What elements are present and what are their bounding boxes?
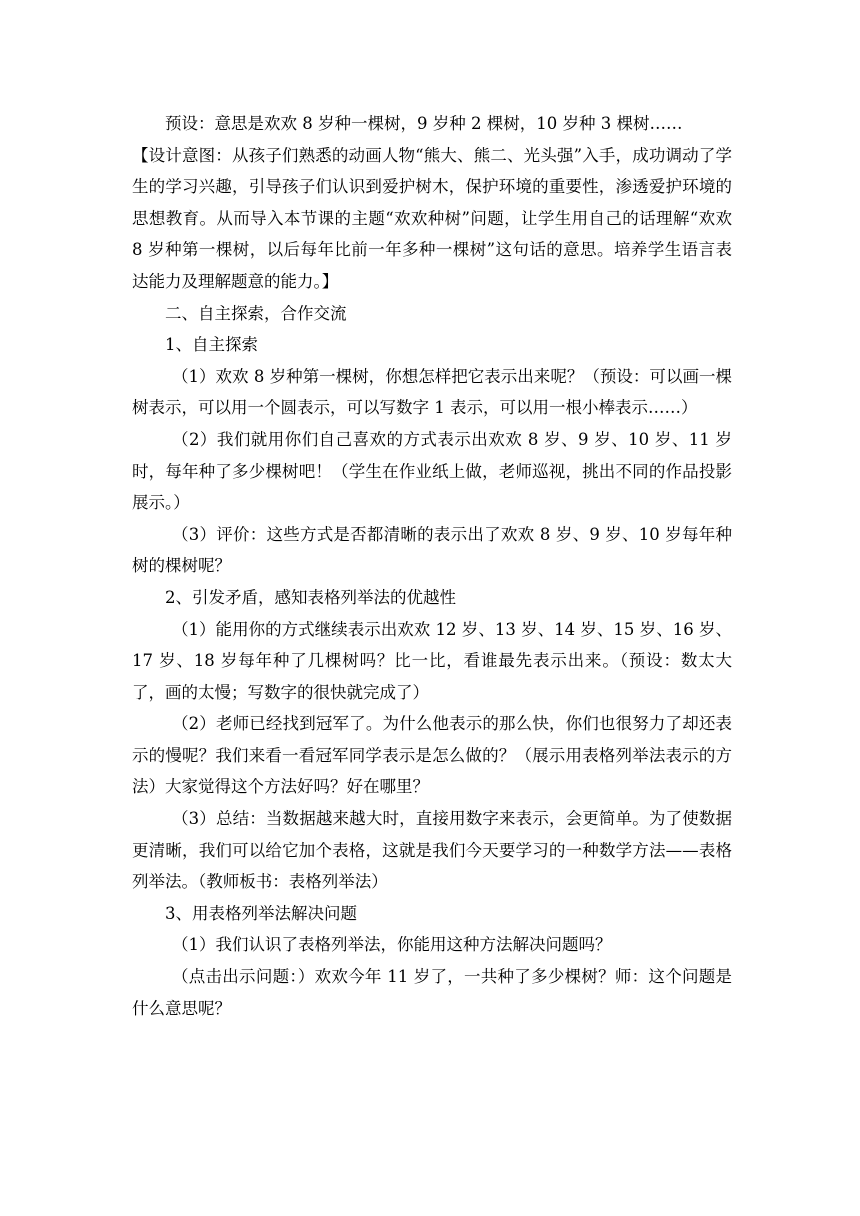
paragraph-item-3-2: （点击出示问题：）欢欢今年 11 岁了，一共种了多少棵树？师：这个问题是什么意思呢？ (132, 967, 732, 1018)
paragraph-design-intent: 【设计意图：从孩子们熟悉的动画人物“熊大、熊二、光头强”入手，成功调动了学生的学习兴趣，引导孩子们认识到爱护树木，保护环境的重要性，渗透爱护环境的思想教育。从而导入本节课的主题“欢欢种树”问题，让学生用自己的话理解“欢欢 8 岁种第一棵树，以后每年比前一年多种一棵树”这句话的意思。培养学生语言表达能力及理解题意的能力。】 (132, 145, 732, 291)
paragraph-item-1-1: （1）欢欢 8 岁种第一棵树，你想怎样把它表示出来呢？（预设：可以画一棵树表示，可以用一个圆表示，可以写数字 1 表示，可以用一根小棒表示……） (132, 366, 732, 418)
paragraph-preset: 预设：意思是欢欢 8 岁种一棵树，9 岁种 2 棵树，10 岁种 3 棵树…… (165, 114, 683, 133)
paragraph-item-3-1: （1）我们认识了表格列举法，你能用这种方法解决问题吗？ (172, 935, 612, 955)
section-heading-2: 二、自主探索，合作交流 (165, 303, 347, 323)
subsection-heading-2: 2、引发矛盾，感知表格列举法的优越性 (165, 587, 456, 607)
paragraph-item-1-2: （2）我们就用你们自己喜欢的方式表示出欢欢 8 岁、9 岁、10 岁、11 岁时，每年种了多少棵树吧！（学生在作业纸上做，老师巡视，挑出不同的作品投影展示。） (132, 429, 732, 513)
subsection-heading-3: 3、用表格列举法解决问题 (165, 903, 357, 923)
subsection-heading-1: 1、自主探索 (165, 335, 258, 355)
document-page (132, 108, 732, 1024)
paragraph-item-1-3: （3）评价：这些方式是否都清晰的表示出了欢欢 8 岁、9 岁、10 岁每年种树的棵树呢？ (132, 524, 732, 576)
paragraph-item-2-3: （3）总结：当数据越来越大时，直接用数字来表示，会更简单。为了使数据更清晰，我们可以给它加个表格，这就是我们今天要学习的一种数学方法——表格列举法。（教师板书：表格列举法） (132, 809, 732, 892)
paragraph-item-2-2: （2）老师已经找到冠军了。为什么他表示的那么快，你们也很努力了却还表示的慢呢？我们来看一看冠军同学表示是怎么做的？（展示用表格列举法表示的方法）大家觉得这个方法好吗？好在哪里？ (132, 714, 732, 797)
paragraph-item-2-1: （1）能用你的方式继续表示出欢欢 12 岁、13 岁、14 岁、15 岁、16 岁、17 岁、18 岁每年种了几棵树吗？比一比，看谁最先表示出来。（预设：数太大了，画的太慢；写数字的很快就完成了） (132, 619, 732, 702)
